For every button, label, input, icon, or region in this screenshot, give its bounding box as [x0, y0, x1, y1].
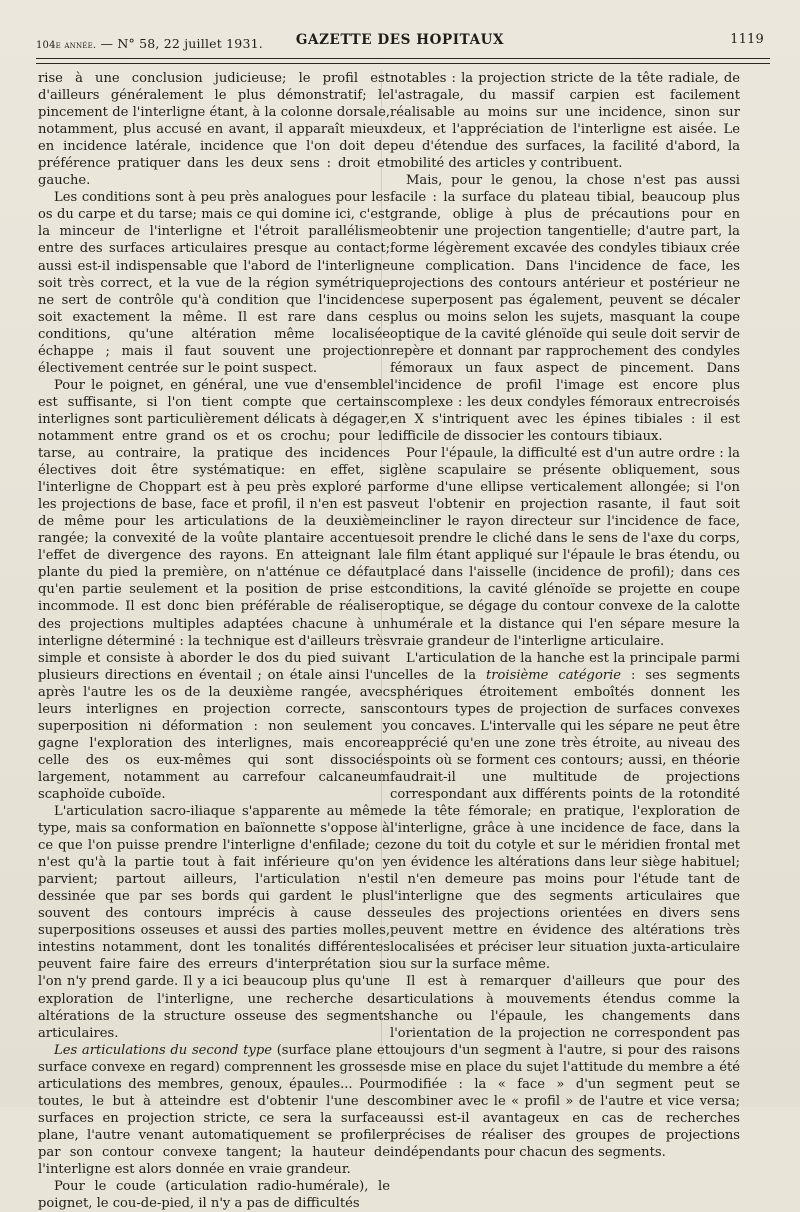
- volume-label: 104e année.: [36, 40, 97, 51]
- paragraph: Pour le poignet, en général, une vue d'ensemble est suffisante, si l'on tient compte que certains interlignes sont particulièrement délicats à dégager, notamment entre grand os et os crochu; pour le tarse, au contraire, la pratique des incidences électives doit être systématique: en effet, si l'interligne de Choppart est à peu près exploré par les projections de base, face et profil, il n'en est pas de même pour les articulations de la deuxième rangée; la convexité de la voûte plantaire accentue l'effet de divergence des rayons. En atteignant la plante du pied la première, on n'atténue ce défaut qu'en partie seulement et la position de prise est incommode. Il est donc bien préférable de réaliser des projections multiples adaptées chacune à un interligne déterminé : la technique est d'ailleurs très simple et consiste à aborder le dos du pied suivant plusieurs directions en éventail ; on étale ainsi l'un après l'autre les os de la deuxième rangée, avec leurs interlignes en projection correcte, sans superposition ni déformation : non seulement y gagne l'exploration des interlignes, mais encore celle des os eux-mêmes qui sont dissociés largement, notamment au carrefour calcaneum scaphoïde cuboïde.: [38, 377, 390, 802]
- paragraph: [38, 1042, 390, 1178]
- paragraph-text: (surface plane et surface convexe en regard) comprennent les grosses articulations des membres, genoux, épaules... Pour toutes, le but à atteindre est d'obtenir l'une des surfaces en projection stricte, ce sera la surface plane, l'autre venant automatiquement se profiler par son contour convexe tangent; la hauteur de l'interligne est alors donnée en vraie grandeur.: [38, 1042, 390, 1177]
- paragraph: rise à une conclusion judicieuse; le profil est d'ailleurs généralement le plus démonstratif; le pincement de l'interligne étant, à la colonne dorsale, notamment, plus accusé en avant, il apparaît mieux en incidence latérale, incidence que l'on doit de préférence pratiquer dans les deux sens : droit et gauche.: [38, 71, 390, 189]
- paragraph: Il est à remarquer d'ailleurs que pour des articulations à mouvements étendus comme la hanche ou l'épaule, les changements dans l'orientation de la projection ne correspondent pas toujours d'un segment à l'autre, si pour des raisons de mise en place du sujet l'attitude du membre a été modifiée : la « face » d'un segment peut se combiner avec le « profil » de l'autre et vice versa; aussi est-il avantageux en cas de recherches précises de réaliser des groupes de projections indépendants pour chacun des segments.: [390, 974, 740, 1160]
- header-rule-top: [36, 58, 770, 59]
- paragraph: L'articulation sacro-iliaque s'apparente au même type, mais sa conformation en baïonnette s'oppose à ce que l'on puisse prendre l'interligne d'enfilade; ce n'est qu'à la partie tout à fait inférieure qu'on y parvient; partout ailleurs, l'articulation n'est dessinée que par ses bords qui gardent le plus souvent des contours imprécis à cause des superpositions osseuses et aussi des parties molles, intestins notamment, dont les tonalités différentes peuvent faire faire des erreurs d'interprétation si l'on n'y prend garde. Il y a ici beaucoup plus qu'une exploration de l'interligne, une recherche des altérations de la structure osseuse des segments articulaires.: [38, 804, 390, 1041]
- header-rule-bottom: [36, 63, 770, 64]
- italic-term: troisième catégorie: [486, 667, 622, 683]
- paragraph: Mais, pour le genou, la chose n'est pas aussi facile : la surface du plateau tibial, beaucoup plus grande, oblige à plus de précautions pour en obtenir une projection tangentielle; d'autre part, la forme légèrement excavée des condyles tibiaux crée une complication. Dans l'incidence de face, les projections des contours antérieur et postérieur ne se superposent pas également, peuvent se décaler plus ou moins selon les sujets, masquant la coupe optique de la cavité glénoïde qui seule doit servir de repère et donnant par rapprochement des condyles fémoraux un faux aspect de pincement. Dans l'incidence de profil l'image est encore plus complexe : les deux condyles fémoraux entrecroisés en X s'intriquent avec les épines tibiales : il est difficile de dissocier les contours tibiaux.: [390, 173, 740, 444]
- paragraph-text: L'articulation de la hanche est la principale parmi celles de la: [390, 650, 740, 683]
- issue-date: — N° 58, 22 juillet 1931.: [100, 36, 263, 51]
- italic-heading: Les articulations du second type: [54, 1042, 272, 1058]
- paragraph: [390, 650, 740, 974]
- page-header: [36, 30, 764, 56]
- journal-title: GAZETTE DES HOPITAUX: [295, 32, 505, 48]
- left-column: [38, 70, 390, 1212]
- paragraph: Pour l'épaule, la difficulté est d'un autre ordre : la glène scapulaire se présente obliquement, sous forme d'une ellipse verticalement allongée; si l'on veut l'obtenir en projection rasante, il faut soit incliner le rayon directeur sur l'incidence de face, soit prendre le cliché dans le sens de l'axe du corps, le film étant appliqué sur l'épaule le bras étendu, ou placé dans l'aisselle (incidence de profil); dans ces conditions, la cavité glénoïde se projette en coupe optique, se dégage du contour convexe de la calotte humérale et la distance qui l'en sépare mesure la vraie grandeur de l'interligne articulaire.: [390, 446, 740, 649]
- paragraph: Pour le coude (articulation radio-humérale), le poignet, le cou-de-pied, il n'y a pas de difficultés: [38, 1179, 390, 1212]
- page-number: 1119: [730, 32, 764, 47]
- paragraph: notables : la projection stricte de la tête radiale, de l'astragale, du massif carpien est facilement réalisable au moins sur une incidence, sinon sur deux, et l'appréciation de l'interligne est aisée. Le peu d'étendue des surfaces, la facilité d'abord, la mobilité des articles y contribuent.: [390, 71, 740, 172]
- paragraph-text: : ses segments sphériques étroitement emboîtés donnent les contours types de projection de surfaces convexes ou concaves. L'intervalle qui les sépare ne peut être apprécié qu'en une zone très étroite, au niveau des points où se forment ces contours; aussi, en théorie faudrait-il une multitude de projections correspondant aux différents points de la rotondité de la tête fémorale; en pratique, l'exploration de l'interligne, grâce à une incidence de face, dans la zone du toit du cotyle et sur le méridien frontal met en évidence les altérations dans leur siège habituel; il n'en demeure pas moins pour l'étude tant de l'interligne que des segments articulaires que seules des projections orientées en divers sens peuvent mettre en évidence des altérations très localisées et préciser leur situation juxta-articulaire ou sur la surface même.: [390, 667, 741, 973]
- paragraph: Les conditions sont à peu près analogues pour les os du carpe et du tarse; mais ce qui domine ici, c'est la minceur de l'interligne et l'étroit parallélisme entre des surfaces articulaires presque au contact; aussi est-il indispensable que l'abord de l'interligne soit très correct, et la vue de la région symétrique ne sert de contrôle qu'à condition que l'incidence soit exactement la même. Il est rare dans ces conditions, qu'une altération même localisée échappe ; mais il faut souvent une projection électivement centrée sur le point suspect.: [38, 190, 390, 376]
- right-column: [390, 70, 740, 1161]
